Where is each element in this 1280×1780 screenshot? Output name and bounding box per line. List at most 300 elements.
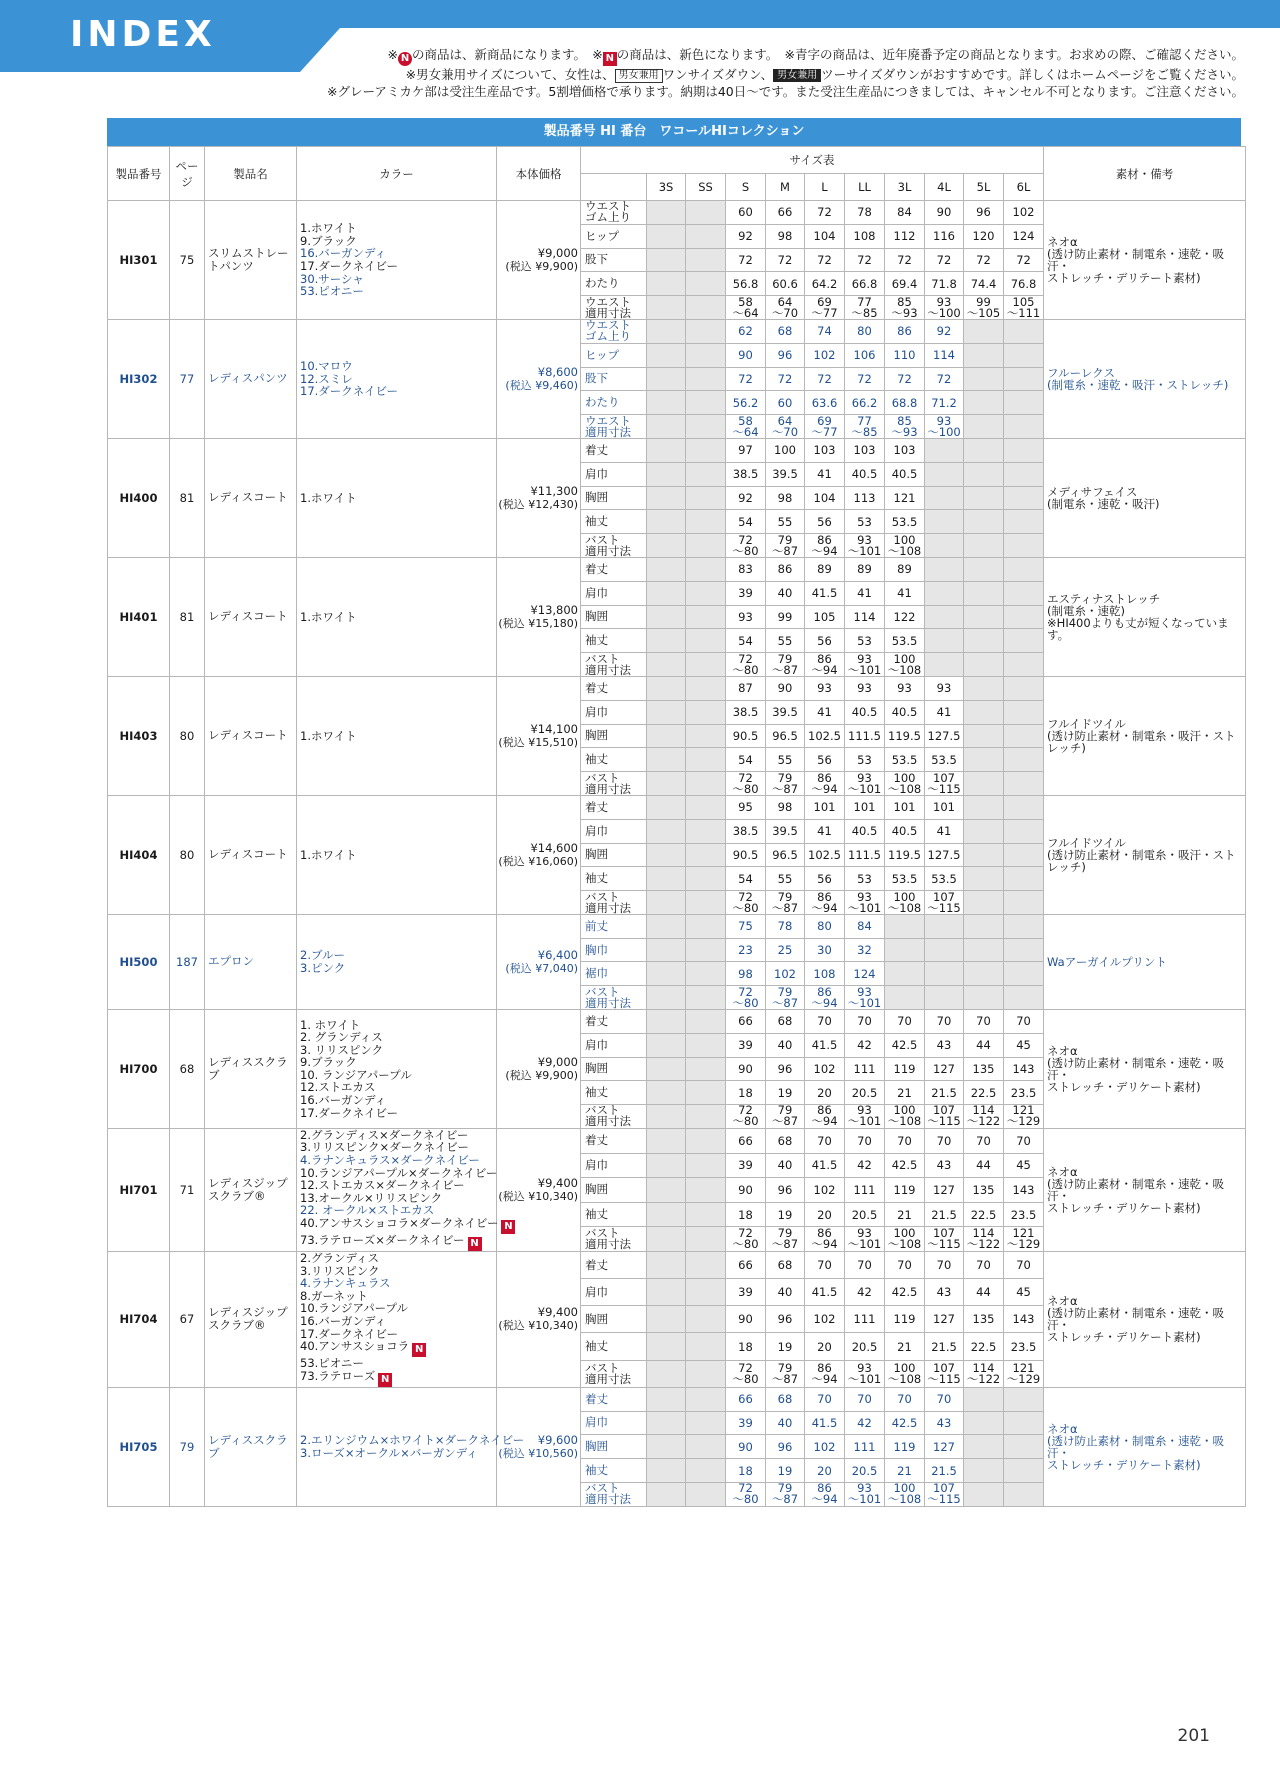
product-price: [497, 795, 581, 914]
size-value: 127.5: [925, 843, 964, 867]
size-value: 74.4: [964, 272, 1004, 296]
size-value: [647, 1279, 686, 1306]
size-value: 72: [885, 367, 925, 391]
size-measure-label: わたり: [581, 272, 647, 296]
size-value: [964, 415, 1004, 439]
size-value: [647, 438, 686, 462]
size-value: 72 〜80: [726, 534, 766, 558]
product-colors: [297, 319, 497, 438]
product-page: 68: [170, 1009, 205, 1128]
size-value: 43: [925, 1411, 964, 1435]
price-base: ¥14,100: [530, 721, 578, 736]
color-item-text: 30.サーシャ: [300, 271, 364, 286]
product-name: レディスコート: [205, 795, 297, 914]
size-value: 66.8: [845, 272, 885, 296]
color-item: [300, 611, 496, 624]
size-value: 70: [845, 1128, 885, 1153]
size-value: [647, 1360, 686, 1387]
size-value: [686, 1252, 726, 1279]
size-value: 56: [805, 510, 845, 534]
size-value: [925, 986, 964, 1010]
size-measure-label: 胸囲: [581, 1306, 647, 1333]
size-value: [686, 391, 726, 415]
size-value: [686, 319, 726, 343]
material-line: ネオα: [1047, 1043, 1078, 1058]
size-value: 69 〜77: [805, 415, 845, 439]
size-value: [1004, 534, 1044, 558]
material-line: ストレッチ・デリテート素材): [1047, 270, 1201, 285]
product-page: 81: [170, 438, 205, 557]
size-value: [1004, 867, 1044, 891]
size-value: 93: [885, 676, 925, 700]
size-label-spacer: [581, 174, 647, 201]
size-value: 39.5: [766, 700, 805, 724]
size-row: [108, 319, 1246, 343]
size-value: 21: [885, 1081, 925, 1105]
material-line: (制電糸・速乾): [1047, 603, 1126, 618]
size-value: [1004, 510, 1044, 534]
color-item-text: 2.ブルー: [300, 948, 346, 963]
size-value: [686, 653, 726, 677]
product-material: [1044, 914, 1246, 1009]
size-value: 43: [925, 1279, 964, 1306]
note-text: ※: [387, 47, 399, 62]
size-row: [108, 557, 1246, 581]
size-value: 102: [766, 962, 805, 986]
size-value: 121 〜129: [1004, 1105, 1044, 1129]
size-value: [686, 748, 726, 772]
size-value: 96: [766, 343, 805, 367]
product-colors: [297, 795, 497, 914]
material-line: フルイドツイル: [1047, 835, 1126, 850]
size-value: 70: [845, 1252, 885, 1279]
note-text: の商品は、新色になります。 ※青字の商品は、近年廃番予定の商品となります。お求めの際、ご確認ください。: [616, 47, 1244, 62]
notes-block: [244, 46, 1244, 100]
size-value: [885, 962, 925, 986]
unisex-badge-outline: 男女兼用: [615, 69, 663, 83]
size-value: 72 〜80: [726, 1227, 766, 1252]
size-value: [1004, 914, 1044, 938]
size-value: 76.8: [1004, 272, 1044, 296]
size-measure-label: 袖丈: [581, 748, 647, 772]
size-value: [686, 486, 726, 510]
size-value: 45: [1004, 1279, 1044, 1306]
size-value: 40: [766, 581, 805, 605]
size-value: 120: [964, 224, 1004, 248]
product-name: レディスジップスクラブ®: [205, 1128, 297, 1251]
size-value: 69 〜77: [805, 296, 845, 320]
size-value: [647, 1482, 686, 1506]
size-value: 93 〜101: [845, 891, 885, 915]
size-header-6l: 6L: [1004, 174, 1044, 201]
size-value: 102.5: [805, 843, 845, 867]
size-value: [647, 1435, 686, 1459]
size-value: 101: [805, 795, 845, 819]
size-value: 104: [805, 224, 845, 248]
unisex-badge-dark: 男女兼用: [773, 69, 821, 82]
size-value: [647, 1411, 686, 1435]
size-value: [647, 1178, 686, 1203]
size-value: 93 〜101: [845, 1105, 885, 1129]
material-line: ※HI400よりも丈が短くなっています。: [1047, 615, 1229, 642]
size-value: [686, 724, 726, 748]
size-value: 22.5: [964, 1081, 1004, 1105]
product-colors: [297, 1387, 525, 1506]
color-item-text: 12.ストエカス: [300, 1080, 376, 1095]
size-value: 70: [885, 1009, 925, 1033]
size-value: [925, 462, 964, 486]
size-value: 38.5: [726, 462, 766, 486]
size-value: 18: [726, 1333, 766, 1360]
size-value: [647, 1333, 686, 1360]
size-header-3s: 3S: [647, 174, 686, 201]
size-value: [647, 1459, 686, 1483]
size-value: 40: [766, 1411, 805, 1435]
size-value: [686, 1333, 726, 1360]
color-item-text: 10.ランジアパープル×ダークネイビー: [300, 1165, 498, 1180]
size-row: [108, 914, 1246, 938]
color-item-text: 1.ホワイト: [300, 847, 357, 862]
price-tax: (税込 ¥12,430): [498, 497, 578, 511]
size-value: 56: [805, 629, 845, 653]
size-value: 39: [726, 1033, 766, 1057]
size-value: 72: [766, 367, 805, 391]
size-value: 43: [925, 1033, 964, 1057]
size-value: 121: [885, 486, 925, 510]
size-value: [647, 914, 686, 938]
size-value: 41.5: [805, 581, 845, 605]
size-value: [686, 248, 726, 272]
size-value: 54: [726, 629, 766, 653]
size-header-m: M: [766, 174, 805, 201]
color-item-text: 1.ホワイト: [300, 728, 357, 743]
size-header-5l: 5L: [964, 174, 1004, 201]
note-line-3: [244, 83, 1244, 100]
size-value: 58 〜64: [726, 415, 766, 439]
size-value: 72 〜80: [726, 1105, 766, 1129]
size-value: [647, 415, 686, 439]
size-measure-label: 肩巾: [581, 581, 647, 605]
size-value: 111: [845, 1178, 885, 1203]
size-value: [686, 1459, 726, 1483]
size-value: 53.5: [885, 867, 925, 891]
size-value: 20.5: [845, 1333, 885, 1360]
size-value: 72: [925, 248, 964, 272]
size-value: [686, 891, 726, 915]
size-value: 62: [726, 319, 766, 343]
size-value: 68: [766, 1128, 805, 1153]
size-value: 41.5: [805, 1279, 845, 1306]
size-value: 114 〜122: [964, 1360, 1004, 1387]
size-value: 93 〜101: [845, 534, 885, 558]
size-measure-label: 袖丈: [581, 1202, 647, 1227]
product-colors: [297, 557, 497, 676]
size-value: [964, 676, 1004, 700]
size-value: 39.5: [766, 819, 805, 843]
note-line-1: [244, 46, 1244, 66]
product-material: [1044, 201, 1246, 320]
size-value: 72 〜80: [726, 986, 766, 1010]
size-value: 19: [766, 1333, 805, 1360]
size-value: [686, 1153, 726, 1178]
size-measure-label: 股下: [581, 367, 647, 391]
color-item-text: 17.ダークネイビー: [300, 1326, 398, 1341]
size-measure-label: バスト 適用寸法: [581, 534, 647, 558]
size-value: 39: [726, 1153, 766, 1178]
size-value: 21.5: [925, 1459, 964, 1483]
material-line: ストレッチ・デリケート素材): [1047, 1200, 1201, 1215]
size-value: 43: [925, 1153, 964, 1178]
size-value: [686, 343, 726, 367]
size-measure-label: 着丈: [581, 1252, 647, 1279]
color-item-text: 73.ラテローズ: [300, 1368, 376, 1383]
size-value: [1004, 938, 1044, 962]
size-measure-label: バスト 適用寸法: [581, 986, 647, 1010]
size-value: 53.5: [885, 629, 925, 653]
size-value: 93: [925, 676, 964, 700]
size-value: [1004, 319, 1044, 343]
size-value: [1004, 653, 1044, 677]
size-measure-label: 肩巾: [581, 462, 647, 486]
material-line: ストレッチ・デリケート素材): [1047, 1079, 1201, 1094]
size-value: 66.2: [845, 391, 885, 415]
size-value: 92: [726, 224, 766, 248]
product-material: [1044, 319, 1246, 438]
color-item-text: 16.バーガンディ: [300, 1314, 387, 1329]
size-value: 93 〜101: [845, 986, 885, 1010]
size-value: [1004, 700, 1044, 724]
size-value: 20: [805, 1081, 845, 1105]
size-value: [647, 724, 686, 748]
size-value: [1004, 986, 1044, 1010]
size-value: 127: [925, 1057, 964, 1081]
size-value: 102: [805, 1178, 845, 1203]
size-value: [686, 510, 726, 534]
size-value: [686, 1306, 726, 1333]
note-text: ワンサイズダウン、: [662, 67, 774, 82]
size-value: 100 〜108: [885, 1227, 925, 1252]
size-value: [964, 772, 1004, 796]
size-value: 121 〜129: [1004, 1227, 1044, 1252]
size-value: [964, 819, 1004, 843]
size-value: 21: [885, 1459, 925, 1483]
size-value: 114: [925, 343, 964, 367]
size-value: 89: [845, 557, 885, 581]
price-tax: (税込 ¥9,900): [505, 259, 578, 273]
size-value: 19: [766, 1081, 805, 1105]
note-line-2: [244, 66, 1244, 83]
size-value: 70: [964, 1128, 1004, 1153]
size-value: 75: [726, 914, 766, 938]
size-value: [1004, 795, 1044, 819]
size-value: 20: [805, 1202, 845, 1227]
size-value: [1004, 1459, 1044, 1483]
color-item-text: 2.エリンジウム×ホワイト×ダークネイビー: [300, 1433, 525, 1448]
size-value: 70: [805, 1387, 845, 1411]
product-name: レディスジップスクラブ®: [205, 1252, 297, 1388]
size-value: 124: [845, 962, 885, 986]
price-base: ¥13,800: [530, 602, 578, 617]
size-value: [964, 867, 1004, 891]
size-value: 44: [964, 1279, 1004, 1306]
size-row: [108, 1009, 1246, 1033]
product-code: HI400: [108, 438, 170, 557]
size-measure-label: バスト 適用寸法: [581, 1105, 647, 1129]
size-measure-label: バスト 適用寸法: [581, 1227, 647, 1252]
size-value: 127: [925, 1435, 964, 1459]
size-value: 40: [766, 1033, 805, 1057]
size-value: 21: [885, 1333, 925, 1360]
size-value: 42.5: [885, 1033, 925, 1057]
size-value: 53.5: [885, 748, 925, 772]
size-measure-label: 胸囲: [581, 724, 647, 748]
size-value: 121 〜129: [1004, 1360, 1044, 1387]
size-value: 54: [726, 867, 766, 891]
size-value: [647, 1081, 686, 1105]
size-value: [647, 486, 686, 510]
size-value: 84: [885, 201, 925, 225]
size-value: 63.6: [805, 391, 845, 415]
size-value: 72: [726, 367, 766, 391]
size-value: 143: [1004, 1306, 1044, 1333]
size-measure-label: 胸囲: [581, 1435, 647, 1459]
size-value: 44: [964, 1033, 1004, 1057]
color-item-text: 1.ホワイト: [300, 609, 357, 624]
color-item: [300, 1107, 496, 1120]
size-value: [686, 938, 726, 962]
size-measure-label: 肩巾: [581, 1153, 647, 1178]
size-measure-label: 着丈: [581, 795, 647, 819]
size-value: 96: [766, 1306, 805, 1333]
material-line: ネオα: [1047, 1164, 1078, 1179]
size-value: 38.5: [726, 819, 766, 843]
product-name: スリムストレートパンツ: [205, 201, 297, 320]
size-value: [686, 1360, 726, 1387]
size-value: 68.8: [885, 391, 925, 415]
size-value: [964, 343, 1004, 367]
size-value: 105: [805, 605, 845, 629]
size-value: 103: [885, 438, 925, 462]
size-value: 111: [845, 1306, 885, 1333]
size-value: 86 〜94: [805, 1360, 845, 1387]
size-value: [964, 986, 1004, 1010]
size-value: 70: [1004, 1009, 1044, 1033]
color-item-text: 2.グランディス: [300, 1251, 380, 1266]
size-value: [925, 438, 964, 462]
size-value: [964, 1435, 1004, 1459]
note-text: ※グレーアミカケ部は受注生産品です。5割増価格で承ります。納期は40日〜です。また受注生産品につきましては、キャンセル不可となります。ご注意ください。: [327, 84, 1244, 99]
size-value: 79 〜87: [766, 772, 805, 796]
new-color-badge: N: [378, 1373, 392, 1387]
color-item: [300, 849, 496, 862]
size-value: [925, 938, 964, 962]
size-value: 72: [805, 201, 845, 225]
size-value: [925, 629, 964, 653]
size-value: [964, 557, 1004, 581]
product-table: [107, 146, 1246, 1507]
size-value: 66: [766, 201, 805, 225]
size-measure-label: バスト 適用寸法: [581, 653, 647, 677]
product-code: HI500: [108, 914, 170, 1009]
page-title: INDEX: [70, 14, 216, 55]
size-value: 41: [925, 700, 964, 724]
size-measure-label: 肩巾: [581, 1279, 647, 1306]
size-value: 101: [925, 795, 964, 819]
size-value: [647, 629, 686, 653]
product-price: [497, 557, 581, 676]
size-value: [647, 1153, 686, 1178]
size-value: 79 〜87: [766, 986, 805, 1010]
size-value: [686, 1057, 726, 1081]
size-value: 70: [845, 1009, 885, 1033]
material-line: (透け防止素材・制電糸・速乾・吸汗・: [1047, 1433, 1225, 1460]
size-value: 20.5: [845, 1202, 885, 1227]
size-value: [1004, 748, 1044, 772]
size-value: 77 〜85: [845, 415, 885, 439]
size-value: 23.5: [1004, 1333, 1044, 1360]
color-item-text: 10.マロウ: [300, 359, 353, 374]
product-name: エプロン: [205, 914, 297, 1009]
product-code: HI704: [108, 1252, 170, 1388]
size-value: [686, 795, 726, 819]
product-colors: [297, 201, 497, 320]
size-value: [647, 1306, 686, 1333]
size-value: 143: [1004, 1057, 1044, 1081]
size-value: [1004, 772, 1044, 796]
size-value: 113: [845, 486, 885, 510]
size-value: 23.5: [1004, 1202, 1044, 1227]
color-item-text: 1.ホワイト: [300, 221, 357, 236]
material-line: (透け防止素材・制電糸・吸汗・ストレッチ): [1047, 728, 1236, 755]
color-item-text: 2.グランディス×ダークネイビー: [300, 1127, 469, 1142]
size-measure-label: 胸巾: [581, 938, 647, 962]
size-value: 127.5: [925, 724, 964, 748]
size-value: 55: [766, 510, 805, 534]
size-value: [885, 986, 925, 1010]
price-tax: (税込 ¥9,900): [505, 1068, 578, 1082]
size-value: 79 〜87: [766, 534, 805, 558]
size-measure-label: バスト 適用寸法: [581, 1360, 647, 1387]
size-value: [1004, 629, 1044, 653]
product-code: HI301: [108, 201, 170, 320]
size-value: 77 〜85: [845, 296, 885, 320]
size-value: [925, 653, 964, 677]
size-value: [925, 581, 964, 605]
size-value: [647, 938, 686, 962]
size-value: 60.6: [766, 272, 805, 296]
size-value: 32: [845, 938, 885, 962]
size-value: [964, 795, 1004, 819]
size-value: [686, 843, 726, 867]
col-header-code: 製品番号: [108, 147, 170, 201]
size-value: [964, 724, 1004, 748]
product-material: [1044, 1128, 1246, 1251]
size-value: 106: [845, 343, 885, 367]
size-value: [686, 1105, 726, 1129]
size-value: 39.5: [766, 462, 805, 486]
color-item-text: 12.ストエカス×ダークネイビー: [300, 1178, 465, 1193]
size-row: [108, 201, 1246, 225]
size-value: [1004, 367, 1044, 391]
size-value: [686, 1435, 726, 1459]
col-header-page: ページ: [170, 147, 205, 201]
size-value: [647, 605, 686, 629]
size-value: 70: [805, 1009, 845, 1033]
size-value: [925, 510, 964, 534]
size-value: 72: [805, 367, 845, 391]
size-value: [964, 534, 1004, 558]
size-value: 95: [726, 795, 766, 819]
